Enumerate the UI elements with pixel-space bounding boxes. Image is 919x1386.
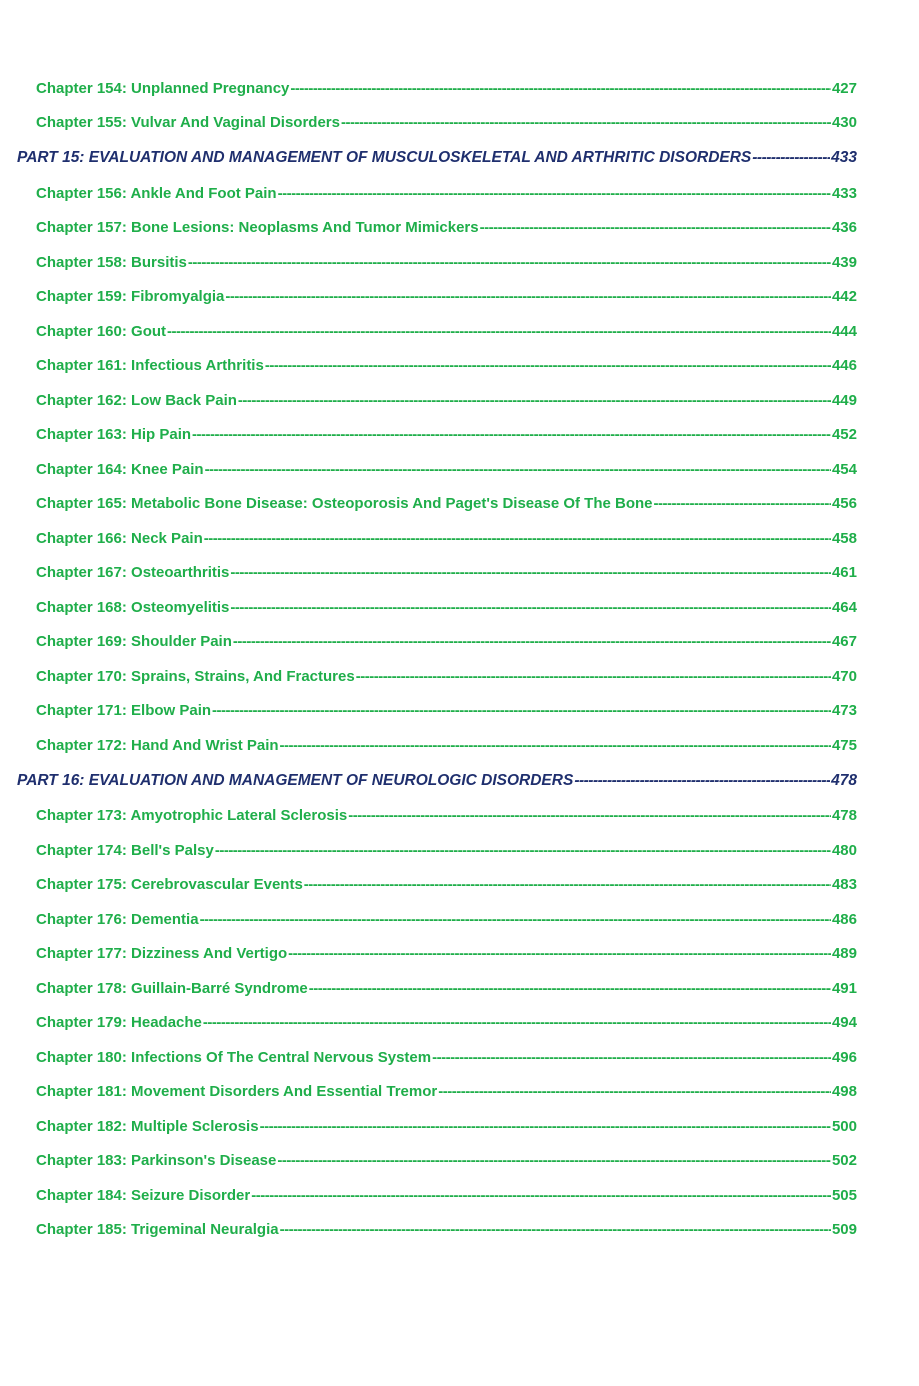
toc-page-number: 470 [831, 667, 857, 685]
toc-dot-leader [215, 842, 831, 859]
toc-entry-title: Chapter 169: Shoulder Pain [36, 633, 232, 651]
toc-chapter-entry[interactable] [0, 418, 919, 453]
toc-chapter-entry[interactable] [0, 1144, 919, 1179]
toc-chapter-entry[interactable] [0, 971, 919, 1006]
toc-page-number: 505 [831, 1186, 857, 1204]
toc-dot-leader [205, 461, 831, 478]
toc-chapter-entry[interactable] [0, 833, 919, 868]
toc-dot-leader [238, 392, 831, 409]
toc-part-heading[interactable] [0, 763, 919, 799]
toc-entry-title: Chapter 176: Dementia [36, 910, 199, 928]
toc-entry-title: Chapter 154: Unplanned Pregnancy [36, 79, 290, 97]
toc-dot-leader [654, 495, 831, 512]
toc-page-number: 433 [831, 149, 857, 166]
toc-chapter-entry[interactable] [0, 1006, 919, 1041]
toc-entry-title: Chapter 177: Dizziness And Vertigo [36, 945, 288, 963]
toc-chapter-entry[interactable] [0, 452, 919, 487]
toc-entry-title: Chapter 182: Multiple Sclerosis [36, 1117, 259, 1135]
toc-page-number: 500 [831, 1117, 857, 1135]
toc-page-number: 473 [831, 702, 857, 720]
toc-chapter-entry[interactable] [0, 521, 919, 556]
toc-page-number: 454 [831, 460, 857, 478]
toc-page-number: 433 [831, 184, 857, 202]
toc-entry-title: Chapter 167: Osteoarthritis [36, 564, 230, 582]
toc-page-number: 446 [831, 357, 857, 375]
toc-entry-title: Chapter 166: Neck Pain [36, 529, 203, 547]
toc-entry-title: Chapter 159: Fibromyalgia [36, 288, 225, 306]
toc-entry-title: Chapter 168: Osteomyelitis [36, 598, 230, 616]
toc-chapter-entry[interactable] [0, 176, 919, 211]
toc-entry-title: Chapter 161: Infectious Arthritis [36, 357, 264, 375]
toc-page-number: 486 [831, 910, 857, 928]
toc-entry-title: Chapter 184: Seizure Disorder [36, 1186, 251, 1204]
toc-entry-title: Chapter 180: Infections Of The Central Nervous System [36, 1048, 432, 1066]
toc-entry-title: Chapter 160: Gout [36, 322, 167, 340]
toc-chapter-entry[interactable] [0, 1109, 919, 1144]
toc-chapter-entry[interactable] [0, 1213, 919, 1248]
toc-chapter-entry[interactable] [0, 728, 919, 763]
toc-dot-leader [574, 772, 830, 790]
toc-page-number: 449 [831, 391, 857, 409]
toc-page-number: 430 [831, 114, 857, 132]
toc-dot-leader [167, 323, 831, 340]
toc-dot-leader [230, 599, 831, 616]
toc-chapter-entry[interactable] [0, 1040, 919, 1075]
toc-dot-leader [277, 1152, 831, 1169]
toc-chapter-entry[interactable] [0, 280, 919, 315]
toc-entry-title: Chapter 163: Hip Pain [36, 426, 192, 444]
toc-chapter-entry[interactable] [0, 1178, 919, 1213]
toc-page-number: 427 [831, 79, 857, 97]
toc-entry-title: PART 15: EVALUATION AND MANAGEMENT OF MUSCULOSKELETAL AND ARTHRITIC DISORDERS [17, 149, 752, 166]
toc-entry-title: Chapter 158: Bursitis [36, 253, 187, 271]
toc-chapter-entry[interactable] [0, 211, 919, 246]
toc-chapter-entry[interactable] [0, 106, 919, 141]
toc-dot-leader [348, 807, 831, 824]
toc-dot-leader [752, 149, 830, 167]
toc-chapter-entry[interactable] [0, 799, 919, 834]
toc-dot-leader [288, 945, 831, 962]
toc-page-number: 502 [831, 1152, 857, 1170]
toc-entry-title: Chapter 157: Bone Lesions: Neoplasms And Tumor Mimickers [36, 219, 479, 237]
toc-page-number: 509 [831, 1221, 857, 1239]
toc-chapter-entry[interactable] [0, 1075, 919, 1110]
toc-entry-title: Chapter 178: Guillain-Barré Syndrome [36, 979, 308, 997]
toc-entry-title: Chapter 165: Metabolic Bone Disease: Osteoporosis And Paget's Disease Of The Bone [36, 495, 653, 513]
toc-dot-leader [204, 530, 831, 547]
toc-page-number: 491 [831, 979, 857, 997]
toc-dot-leader [230, 564, 831, 581]
toc-page-number: 489 [831, 945, 857, 963]
toc-dot-leader [341, 114, 831, 131]
toc-dot-leader [280, 1221, 831, 1238]
toc-dot-leader [212, 702, 831, 719]
toc-page-number: 458 [831, 529, 857, 547]
toc-chapter-entry[interactable] [0, 937, 919, 972]
toc-dot-leader [480, 219, 831, 236]
toc-dot-leader [304, 876, 831, 893]
toc-page-number: 452 [831, 426, 857, 444]
toc-entry-title: Chapter 170: Sprains, Strains, And Fractures [36, 667, 355, 685]
toc-chapter-entry[interactable] [0, 487, 919, 522]
toc-entry-title: Chapter 162: Low Back Pain [36, 391, 237, 409]
toc-dot-leader [233, 633, 831, 650]
toc-entry-title: Chapter 185: Trigeminal Neuralgia [36, 1221, 279, 1239]
toc-part-heading[interactable] [0, 140, 919, 176]
toc-chapter-entry[interactable] [0, 868, 919, 903]
toc-entry-title: Chapter 155: Vulvar And Vaginal Disorders [36, 114, 340, 132]
toc-entry-title: PART 16: EVALUATION AND MANAGEMENT OF NEUROLOGIC DISORDERS [17, 771, 574, 789]
toc-chapter-entry[interactable] [0, 71, 919, 106]
toc-chapter-entry[interactable] [0, 383, 919, 418]
toc-page-number: 478 [831, 807, 857, 825]
toc-entry-title: Chapter 175: Cerebrovascular Events [36, 876, 303, 894]
toc-chapter-entry[interactable] [0, 659, 919, 694]
toc-page-number: 464 [831, 598, 857, 616]
table-of-contents [0, 71, 919, 1247]
toc-dot-leader [260, 1118, 831, 1135]
toc-page-number: 461 [831, 564, 857, 582]
toc-entry-title: Chapter 164: Knee Pain [36, 460, 204, 478]
toc-page-number: 442 [831, 288, 857, 306]
toc-page-number: 456 [831, 495, 857, 513]
toc-page-number: 498 [831, 1083, 857, 1101]
toc-page-number: 467 [831, 633, 857, 651]
toc-entry-title: Chapter 179: Headache [36, 1014, 202, 1032]
toc-page-number: 480 [831, 841, 857, 859]
toc-dot-leader [188, 254, 831, 271]
toc-chapter-entry[interactable] [0, 314, 919, 349]
toc-dot-leader [280, 737, 831, 754]
toc-entry-title: Chapter 173: Amyotrophic Lateral Sclerosis [36, 807, 348, 825]
toc-dot-leader [200, 911, 831, 928]
toc-page-number: 439 [831, 253, 857, 271]
toc-dot-leader [203, 1014, 831, 1031]
toc-chapter-entry[interactable] [0, 694, 919, 729]
toc-dot-leader [278, 185, 831, 202]
toc-entry-title: Chapter 172: Hand And Wrist Pain [36, 736, 279, 754]
toc-dot-leader [290, 80, 831, 97]
toc-chapter-entry[interactable] [0, 349, 919, 384]
toc-chapter-entry[interactable] [0, 902, 919, 937]
toc-page-number: 475 [831, 736, 857, 754]
toc-entry-title: Chapter 171: Elbow Pain [36, 702, 212, 720]
toc-page-number: 494 [831, 1014, 857, 1032]
toc-dot-leader [356, 668, 831, 685]
toc-page-number: 496 [831, 1048, 857, 1066]
toc-entry-title: Chapter 181: Movement Disorders And Essential Tremor [36, 1083, 438, 1101]
toc-dot-leader [192, 426, 831, 443]
toc-page-number: 436 [831, 219, 857, 237]
toc-dot-leader [432, 1049, 831, 1066]
toc-page-number: 478 [831, 771, 857, 789]
toc-dot-leader [251, 1187, 831, 1204]
toc-dot-leader [309, 980, 831, 997]
toc-chapter-entry[interactable] [0, 245, 919, 280]
toc-page-number: 444 [831, 322, 857, 340]
toc-page-number: 483 [831, 876, 857, 894]
toc-chapter-entry[interactable] [0, 590, 919, 625]
toc-entry-title: Chapter 183: Parkinson's Disease [36, 1152, 277, 1170]
toc-dot-leader [265, 357, 831, 374]
toc-entry-title: Chapter 174: Bell's Palsy [36, 841, 214, 859]
toc-chapter-entry[interactable] [0, 625, 919, 660]
toc-dot-leader [225, 288, 831, 305]
toc-entry-title: Chapter 156: Ankle And Foot Pain [36, 184, 277, 202]
toc-dot-leader [438, 1083, 831, 1100]
toc-chapter-entry[interactable] [0, 556, 919, 591]
